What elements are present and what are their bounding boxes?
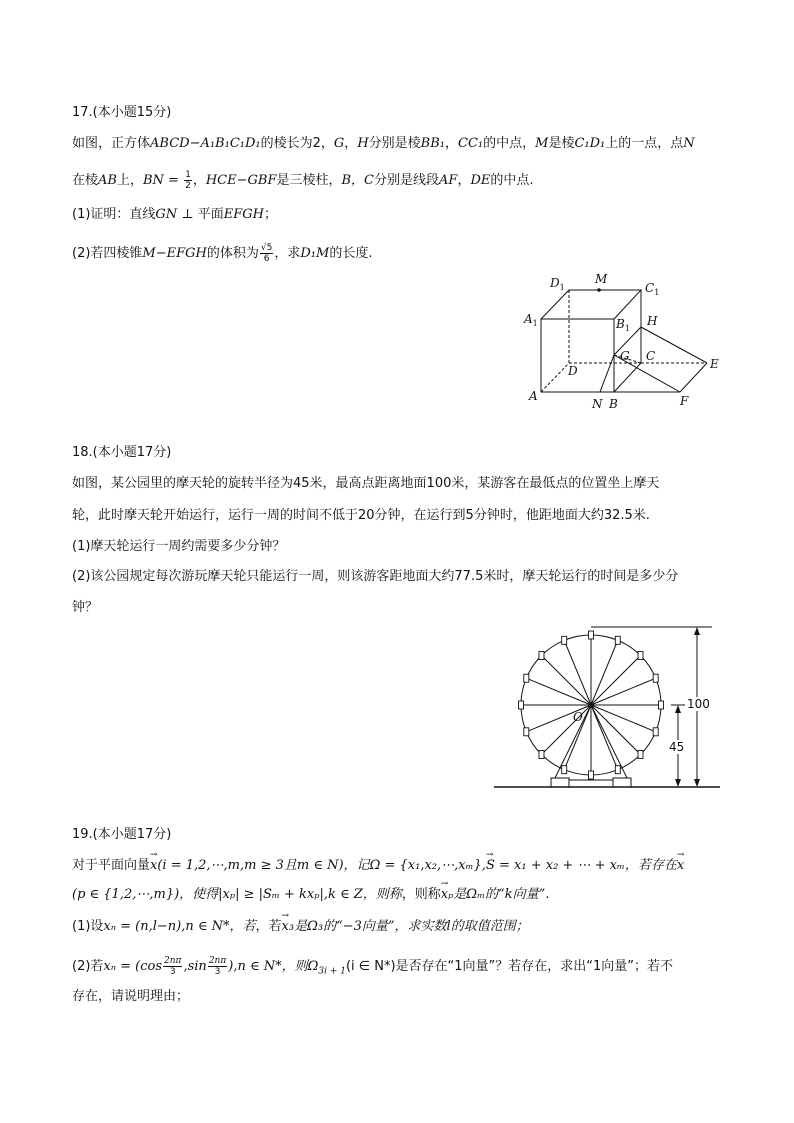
wheel-cabin: [615, 766, 620, 774]
label-45: 45: [669, 740, 685, 754]
point-m-dot: [597, 288, 601, 292]
wheel-cabin: [524, 728, 529, 736]
frac-den: 3: [169, 967, 176, 977]
label-f: F: [680, 394, 689, 408]
q19-part1: [72, 918, 529, 936]
q19-text-math: (i = 1,2,⋯,m,m ≥ 3且m ∈ N)，记: [157, 858, 370, 873]
q19-sum-def: = x₁ + x₂ + ⋯ + xₘ，若存在: [494, 858, 677, 873]
label-e: E: [710, 357, 719, 371]
q17-part2: [72, 243, 372, 264]
q18-header: 18.(本小题17分): [72, 445, 172, 460]
q19-line1: [72, 857, 684, 875]
wheel-cabin: [539, 652, 544, 660]
arrow-100-top: [694, 627, 700, 635]
q17-bn: BN: [142, 173, 164, 188]
wheel-cabin: [638, 652, 643, 660]
label-b: B: [609, 397, 618, 411]
q17-text: 如图，正方体: [72, 136, 151, 151]
wheel-spoke: [591, 656, 641, 706]
q17-seg-de: DE: [470, 173, 491, 188]
q17-text: 上的一点，点: [605, 136, 684, 151]
q18-part2-line2: 钟？: [72, 600, 99, 615]
q17-text: 的棱长为2，: [260, 136, 334, 151]
frac-num: 2nπ: [164, 956, 182, 966]
q17-point-h: H: [357, 136, 369, 151]
q19-xn-cos: xₙ = (cos: [103, 959, 163, 974]
label-h: H: [647, 314, 658, 328]
q19-text: 对于平面向量: [72, 858, 151, 873]
wheel-cabin: [539, 751, 544, 759]
label-a: A: [529, 389, 538, 403]
q18-part2-line1: (2)该公园规定每次游玩摩天轮只能运行一周，则该游客距地面大约77.5米时，摩天轮运行的时间是多少分: [72, 569, 679, 584]
q17-pyramid-name: M−EFGH: [142, 246, 207, 261]
q17-header: 17.(本小题15分): [72, 105, 172, 120]
q17-prism-name: HCE−GBF: [205, 173, 277, 188]
wheel-spoke: [542, 656, 592, 706]
q17-text: 的体积为: [206, 246, 259, 261]
q17-seg-d1m: D₁M: [300, 246, 330, 261]
label-a1: $A_1$: [524, 312, 538, 328]
wheel-base-platform: [569, 780, 613, 787]
q17-fraction-volume: [260, 243, 273, 264]
q19-subscript: 3i + 1: [318, 966, 346, 977]
wheel-cabin: [615, 636, 620, 644]
q19-vec-xp: → x: [677, 857, 684, 875]
q17-text: 是棱: [548, 136, 575, 151]
q19-k-vector-def: 是Ωₘ的“k向量”.: [453, 887, 550, 902]
q17-edge-ab: AB: [98, 173, 117, 188]
q17-cube-name: ABCD−A₁B₁C₁D₁: [150, 136, 261, 151]
frac-den: 6: [263, 254, 270, 264]
q17-text: ；: [263, 207, 277, 222]
q17-points-bc: B，C: [341, 173, 374, 188]
support-leg-right: [591, 705, 627, 778]
wheel-base-left: [551, 778, 569, 787]
q17-text: 的中点，: [483, 136, 536, 151]
q17-text: 平面: [197, 207, 224, 222]
q19-vec-x: → x: [150, 857, 157, 875]
wheel-cabin: [638, 751, 643, 759]
q19-vec-xp: → xₚ: [441, 886, 454, 904]
label-m: M: [595, 272, 608, 286]
wheel-cabin: [653, 728, 658, 736]
segment-gn: [600, 355, 614, 392]
q17-point-g: G: [333, 136, 345, 151]
wheel-base-right: [613, 778, 631, 787]
q17-point-m: M: [535, 136, 549, 151]
q17-text: 的长度.: [329, 246, 373, 261]
q17-text: 上，: [116, 173, 143, 188]
q19-vec-s: → S: [486, 857, 495, 875]
label-100: 100: [687, 697, 710, 711]
wheel-cabin: [562, 766, 567, 774]
q17-text: 分别是线段: [374, 173, 440, 188]
q17-point-n: N: [683, 136, 695, 151]
q17-fraction-half: [184, 170, 192, 191]
wheel-cabin: [589, 631, 594, 639]
arrow-45-top: [675, 705, 681, 713]
q17-text: 在棱: [72, 173, 99, 188]
q17-text: 是三棱柱，: [276, 173, 342, 188]
q19-vec-x3: → x₃: [282, 918, 295, 936]
q17-text: 分别是棱: [368, 136, 421, 151]
q19-fraction-sin: [208, 956, 227, 977]
q17-line2: 在棱AB上，BN = $\frac{1}{2}$ ，HCE−GBF是三棱柱，B，C分别是线段AF，DE的中点.: [72, 170, 534, 191]
q17-eq: =: [163, 173, 184, 188]
q19-text: ，则称: [401, 887, 441, 902]
q17-text: ，求: [274, 246, 301, 261]
q19-text: (1)设: [72, 919, 104, 934]
q17-text: (2)若四棱锥: [72, 246, 143, 261]
cube-top-edges: [541, 290, 641, 319]
q17-edge-bb1: BB₁: [420, 136, 445, 151]
q17-seg-af: AF: [439, 173, 458, 188]
q19-set-def: = {x₁,x₂,⋯,xₘ},: [380, 858, 486, 873]
q19-inequality: xₚ| ≥ |Sₘ + kxₚ|,k ∈ Z，则称: [222, 887, 402, 902]
q17-line1: 如图，正方体ABCD−A₁B₁C₁D₁的棱长为2，G，H分别是棱BB₁，CC₁的中点，M是棱C₁D₁上的一点，点N: [72, 136, 695, 151]
wheel-cabin: [589, 771, 594, 779]
frac-den: 3: [214, 967, 221, 977]
q19-text-math: (p ∈ {1,2,⋯,m})，使得|: [72, 887, 223, 902]
q19-text: (2)若: [72, 959, 104, 974]
q19-header: 19.(本小题17分): [72, 827, 172, 842]
wheel-cabin: [659, 701, 664, 709]
q18-part1: (1)摩天轮运行一周约需要多少分钟？: [72, 539, 286, 554]
label-d1: $D_1$: [550, 276, 565, 292]
q17-part1: [72, 206, 277, 224]
wheel-cabin: [519, 701, 524, 709]
frac-num: √5: [260, 243, 273, 253]
wheel-cabin: [524, 674, 529, 682]
label-n: N: [592, 397, 603, 411]
q19-omega-3i1: ),n ∈ N*，则Ω: [228, 959, 319, 974]
q17-edge-c1d1: C₁D₁: [574, 136, 606, 151]
q17-perp: ⊥: [177, 207, 198, 222]
q19-sin: ,sin: [183, 959, 207, 974]
label-o: O: [573, 710, 583, 724]
frac-num: 1: [185, 170, 191, 180]
q19-part2-question: (i ∈ N*)是否存在“1向量”？若存在，求出“1向量”；若不: [345, 959, 674, 974]
q19-part2: [72, 956, 673, 981]
frac-num: 2nπ: [208, 956, 227, 966]
prism-edge-ef: [680, 363, 707, 392]
cube-hidden-ad: [541, 363, 569, 392]
label-b1: $B_1$: [616, 317, 630, 333]
wheel-cabin: [653, 674, 658, 682]
q17-cube-figure: [518, 268, 728, 413]
q17-line-gn: GN: [155, 207, 178, 222]
wheel-cabin: [562, 636, 567, 644]
q19-omega: Ω: [369, 858, 381, 873]
label-c: C: [646, 349, 656, 363]
q19-part2-last: 存在，请说明理由；: [72, 989, 190, 1004]
q18-line2: 轮，此时摩天轮开始运行，运行一周的时间不低于20分钟，在运行到5分钟时，他距地面大约32.5米.: [72, 508, 650, 523]
wheel-spoke: [591, 705, 641, 755]
q17-text: 的中点.: [490, 173, 534, 188]
label-c1: $C_1$: [645, 281, 660, 297]
q18-ferris-wheel-figure: [494, 620, 722, 792]
q19-fraction-cos: [163, 956, 182, 977]
q19-xn-def: xₙ = (n,l−n),n ∈ N*，若: [103, 919, 256, 934]
frac-den: 2: [185, 181, 191, 191]
q19-text: ，若: [255, 919, 282, 934]
q17-plane-efgh: EFGH: [223, 207, 264, 222]
label-g: G: [620, 349, 630, 363]
arrow-100-bottom: [694, 779, 700, 787]
q17-text: (1)证明：直线: [72, 207, 156, 222]
q19-part1-question: 是Ω₃的“−3向量”，求实数l的取值范围；: [294, 919, 529, 934]
label-d: D: [568, 364, 578, 378]
q18-line1: 如图，某公园里的摩天轮的旋转半径为45米，最高点距离地面100米，某游客在最低点的位置坐上摩天: [72, 476, 660, 491]
arrow-45-bottom: [675, 779, 681, 787]
wheel-spoke: [542, 705, 592, 755]
q17-edge-cc1: CC₁: [458, 136, 484, 151]
q19-line2: [72, 886, 549, 904]
